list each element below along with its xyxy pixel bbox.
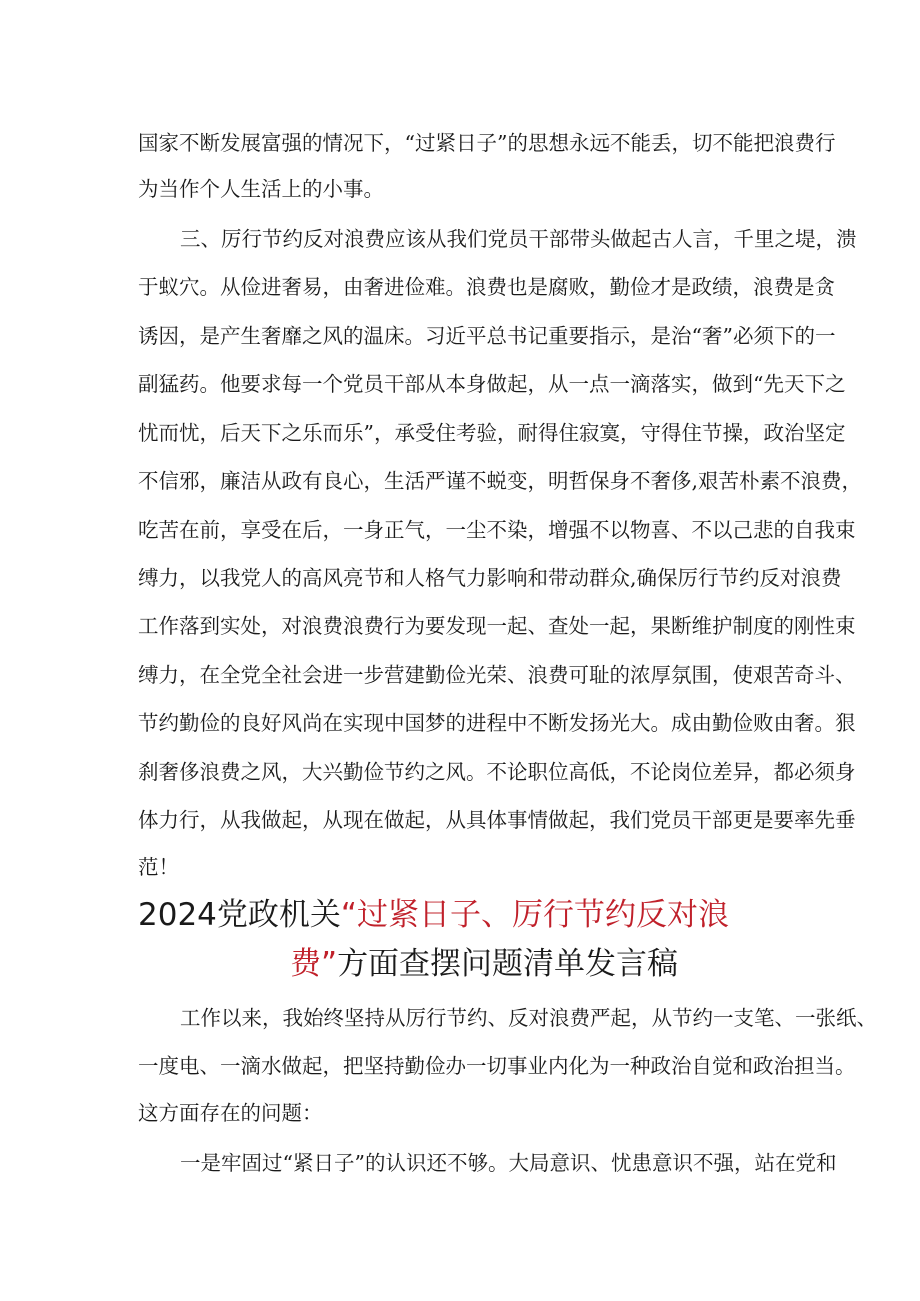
paragraph-line: 刹奢侈浪费之风，大兴勤俭节约之风。不论职位高低，不论岗位差异，都必须身 bbox=[138, 760, 856, 784]
paragraph-line: 一度电、一滴水做起，把坚持勤俭办一切事业内化为一种政治自觉和政治担当。 bbox=[138, 1054, 856, 1078]
paragraph-line: 范！ bbox=[138, 855, 179, 879]
paragraph-line: 诱因，是产生奢靡之风的温床。习近平总书记重要指示，是治“奢”必须下的一 bbox=[138, 324, 836, 348]
paragraph-line: 于蚁穴。从俭进奢易，由奢进俭难。浪费也是腐败，勤俭才是政绩，浪费是贪 bbox=[138, 275, 835, 299]
paragraph-line: 忧而忧，后天下之乐而乐”，承受住考验，耐得住寂寞，守得住节操，政治坚定 bbox=[138, 421, 846, 445]
paragraph-line: 副猛药。他要求每一个党员干部从本身做起，从一点一滴落实，做到“先天下之 bbox=[138, 372, 846, 396]
title-black-part: 2024党政机关 bbox=[138, 897, 341, 933]
document-title-line-1 bbox=[138, 893, 729, 937]
paragraph-line: 节约勤俭的良好风尚在实现中国梦的进程中不断发扬光大。成由勤俭败由奢。狠 bbox=[138, 711, 856, 735]
paragraph-line: 工作以来，我始终坚持从厉行节约、反对浪费严起，从节约一支笔、一张纸、 bbox=[180, 1006, 877, 1030]
title-red-part: “过紧日子、厉行节约反对浪 bbox=[340, 897, 729, 933]
document-title-line-2 bbox=[290, 942, 678, 986]
paragraph-line: 工作落到实处，对浪费浪费行为要发现一起、查处一起，果断维护制度的刚性束 bbox=[138, 614, 856, 638]
paragraph-line: 体力行，从我做起，从现在做起，从具体事情做起，我们党员干部更是要率先垂 bbox=[138, 808, 856, 832]
paragraph-line: 吃苦在前，享受在后，一身正气，一尘不染，增强不以物喜、不以己悲的自我束 bbox=[138, 518, 856, 542]
paragraph-line: 不信邪，廉洁从政有良心，生活严谨不蜕变，明哲保身不奢侈,艰苦朴素不浪费， bbox=[138, 469, 863, 493]
paragraph-line: 缚力，在全党全社会进一步营建勤俭光荣、浪费可耻的浓厚氛围，使艰苦奇斗、 bbox=[138, 663, 856, 687]
paragraph-line: 一是牢固过“紧日子”的认识还不够。大局意识、忧患意识不强，站在党和 bbox=[180, 1151, 837, 1175]
paragraph-line: 缚力，以我党人的高风亮节和人格气力影响和带动群众,确保厉行节约反对浪费 bbox=[138, 566, 842, 590]
title-red-part: 费” bbox=[290, 946, 338, 982]
title-black-part: 方面查摆问题清单发言稿 bbox=[337, 946, 679, 982]
paragraph-line: 国家不断发展富强的情况下，“过紧日子”的思想永远不能丢，切不能把浪费行 bbox=[138, 131, 836, 155]
paragraph-line: 为当作个人生活上的小事。 bbox=[138, 177, 384, 201]
section-heading-line: 三、厉行节约反对浪费应该从我们党员干部带头做起古人言，千里之堤，溃 bbox=[180, 227, 857, 251]
paragraph-line: 这方面存在的问题： bbox=[138, 1101, 323, 1125]
